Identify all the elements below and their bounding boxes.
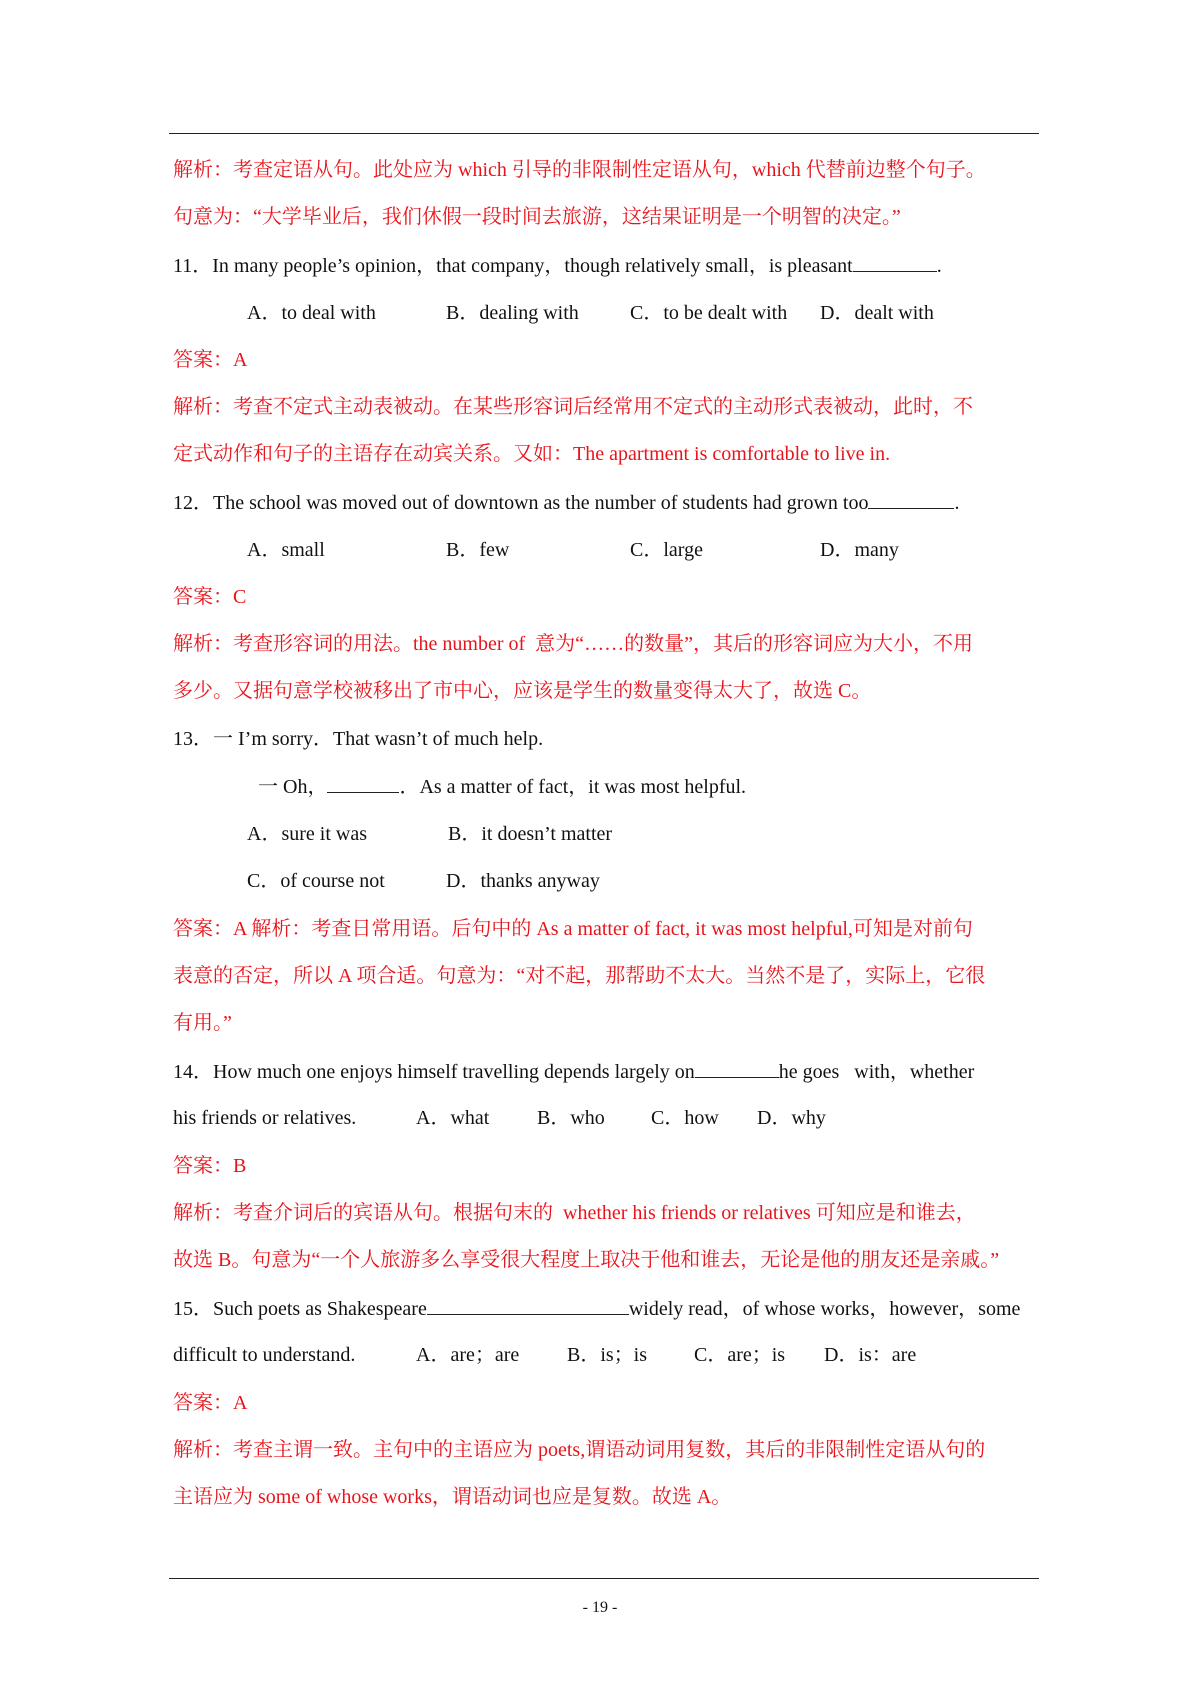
q15-stem-text: 15．Such poets as Shakespeare bbox=[173, 1298, 427, 1320]
q12-option-d: D．many bbox=[820, 539, 899, 561]
q13-option-a: A．sure it was bbox=[247, 823, 367, 845]
q13-explanation-line3: 有用。” bbox=[173, 1012, 232, 1034]
q14-option-d: D．why bbox=[757, 1107, 826, 1129]
q15-explanation-line2: 主语应为 some of whose works，谓语动词也应是复数。故选 A。 bbox=[173, 1486, 732, 1508]
q10-explanation-line1: 解析：考查定语从句。此处应为 which 引导的非限制性定语从句，which 代替前边整个句子。 bbox=[173, 159, 986, 181]
page-number: - 19 - bbox=[582, 1599, 618, 1616]
q12-answer: 答案：C bbox=[173, 586, 247, 608]
q11-explanation-line2: 定式动作和句子的主语存在动宾关系。又如：The apartment is comfortable to live in. bbox=[173, 443, 891, 465]
q12-stem bbox=[173, 489, 959, 516]
q15-blank bbox=[427, 1295, 629, 1315]
q12-blank bbox=[868, 489, 954, 509]
q15-explanation-line1: 解析：考查主谓一致。主句中的主语应为 poets,谓语动词用复数，其后的非限制性定语从句的 bbox=[173, 1439, 986, 1461]
q11-explanation-line1: 解析：考查不定式主动表被动。在某些形容词后经常用不定式的主动形式表被动，此时，不 bbox=[173, 396, 973, 418]
q14-option-a: A．what bbox=[416, 1107, 490, 1129]
q15-stem-end: widely read，of whose works，however，some bbox=[628, 1298, 1021, 1320]
q11-answer: 答案：A bbox=[173, 349, 248, 371]
q13-stem-line1: 13．一 I’m sorry．That wasn’t of much help. bbox=[173, 728, 544, 750]
q13-explanation-line2: 表意的否定，所以 A 项合适。句意为：“对不起，那帮助不太大。当然不是了，实际上，它很 bbox=[173, 965, 986, 987]
q12-option-c: C．large bbox=[630, 539, 703, 561]
q15-option-d: D．is：are bbox=[824, 1344, 917, 1366]
q15-answer: 答案：A bbox=[173, 1392, 248, 1414]
q13-stem-end: ．As a matter of fact，it was most helpful. bbox=[399, 776, 747, 798]
q11-blank bbox=[853, 252, 937, 272]
q12-stem-end: . bbox=[954, 492, 960, 514]
q11-stem bbox=[173, 252, 942, 279]
q11-stem-end: . bbox=[936, 255, 942, 277]
q14-option-b: B．who bbox=[537, 1107, 605, 1129]
q12-stem-text: 12．The school was moved out of downtown as the number of students had grown too bbox=[173, 492, 869, 514]
q13-option-d: D．thanks anyway bbox=[446, 870, 600, 892]
q11-option-a: A．to deal with bbox=[247, 302, 376, 324]
q14-option-c: C．how bbox=[651, 1107, 719, 1129]
q14-stem-line1 bbox=[173, 1058, 974, 1085]
q13-stem-line2 bbox=[258, 773, 746, 800]
q11-option-b: B．dealing with bbox=[446, 302, 579, 324]
q11-option-c: C．to be dealt with bbox=[630, 302, 788, 324]
q15-option-c: C．are；is bbox=[694, 1344, 786, 1366]
q12-explanation-line2: 多少。又据句意学校被移出了市中心，应该是学生的数量变得太大了，故选 C。 bbox=[173, 680, 872, 702]
q14-answer: 答案：B bbox=[173, 1155, 247, 1177]
q15-option-b: B．is；is bbox=[567, 1344, 648, 1366]
q15-option-a: A．are；are bbox=[416, 1344, 520, 1366]
footer-rule bbox=[169, 1578, 1039, 1579]
q12-option-b: B．few bbox=[446, 539, 510, 561]
q15-stem-line1 bbox=[173, 1295, 1020, 1322]
q13-blank bbox=[327, 773, 399, 793]
q11-stem-text: 11．In many people’s opinion，that company，though relatively small，is pleasant bbox=[173, 255, 853, 277]
q14-blank bbox=[695, 1058, 779, 1078]
q14-stem-line2: his friends or relatives. bbox=[173, 1107, 357, 1129]
q14-stem-end: he goes with，whether bbox=[778, 1061, 975, 1083]
header-rule bbox=[169, 133, 1039, 134]
q14-explanation-line2: 故选 B。句意为“一个人旅游多么享受很大程度上取决于他和谁去，无论是他的朋友还是亲戚。” bbox=[173, 1249, 1000, 1271]
q12-explanation-line1: 解析：考查形容词的用法。the number of 意为“……的数量”，其后的形容词应为大小，不用 bbox=[173, 633, 973, 655]
q13-option-b: B．it doesn’t matter bbox=[448, 823, 613, 845]
q14-stem-text: 14．How much one enjoys himself travelling depends largely on bbox=[173, 1061, 695, 1083]
q11-option-d: D．dealt with bbox=[820, 302, 934, 324]
q15-stem-line2: difficult to understand. bbox=[173, 1344, 356, 1366]
q13-stem-text: 一 Oh， bbox=[258, 776, 328, 798]
q13-option-c: C．of course not bbox=[247, 870, 385, 892]
q12-option-a: A．small bbox=[247, 539, 325, 561]
q10-explanation-line2: 句意为：“大学毕业后，我们休假一段时间去旅游，这结果证明是一个明智的决定。” bbox=[173, 206, 901, 228]
q13-explanation-line1: 答案：A 解析：考查日常用语。后句中的 As a matter of fact, it was most helpful,可知是对前句 bbox=[173, 918, 973, 940]
q14-explanation-line1: 解析：考查介词后的宾语从句。根据句末的 whether his friends or relatives 可知应是和谁去， bbox=[173, 1202, 976, 1224]
